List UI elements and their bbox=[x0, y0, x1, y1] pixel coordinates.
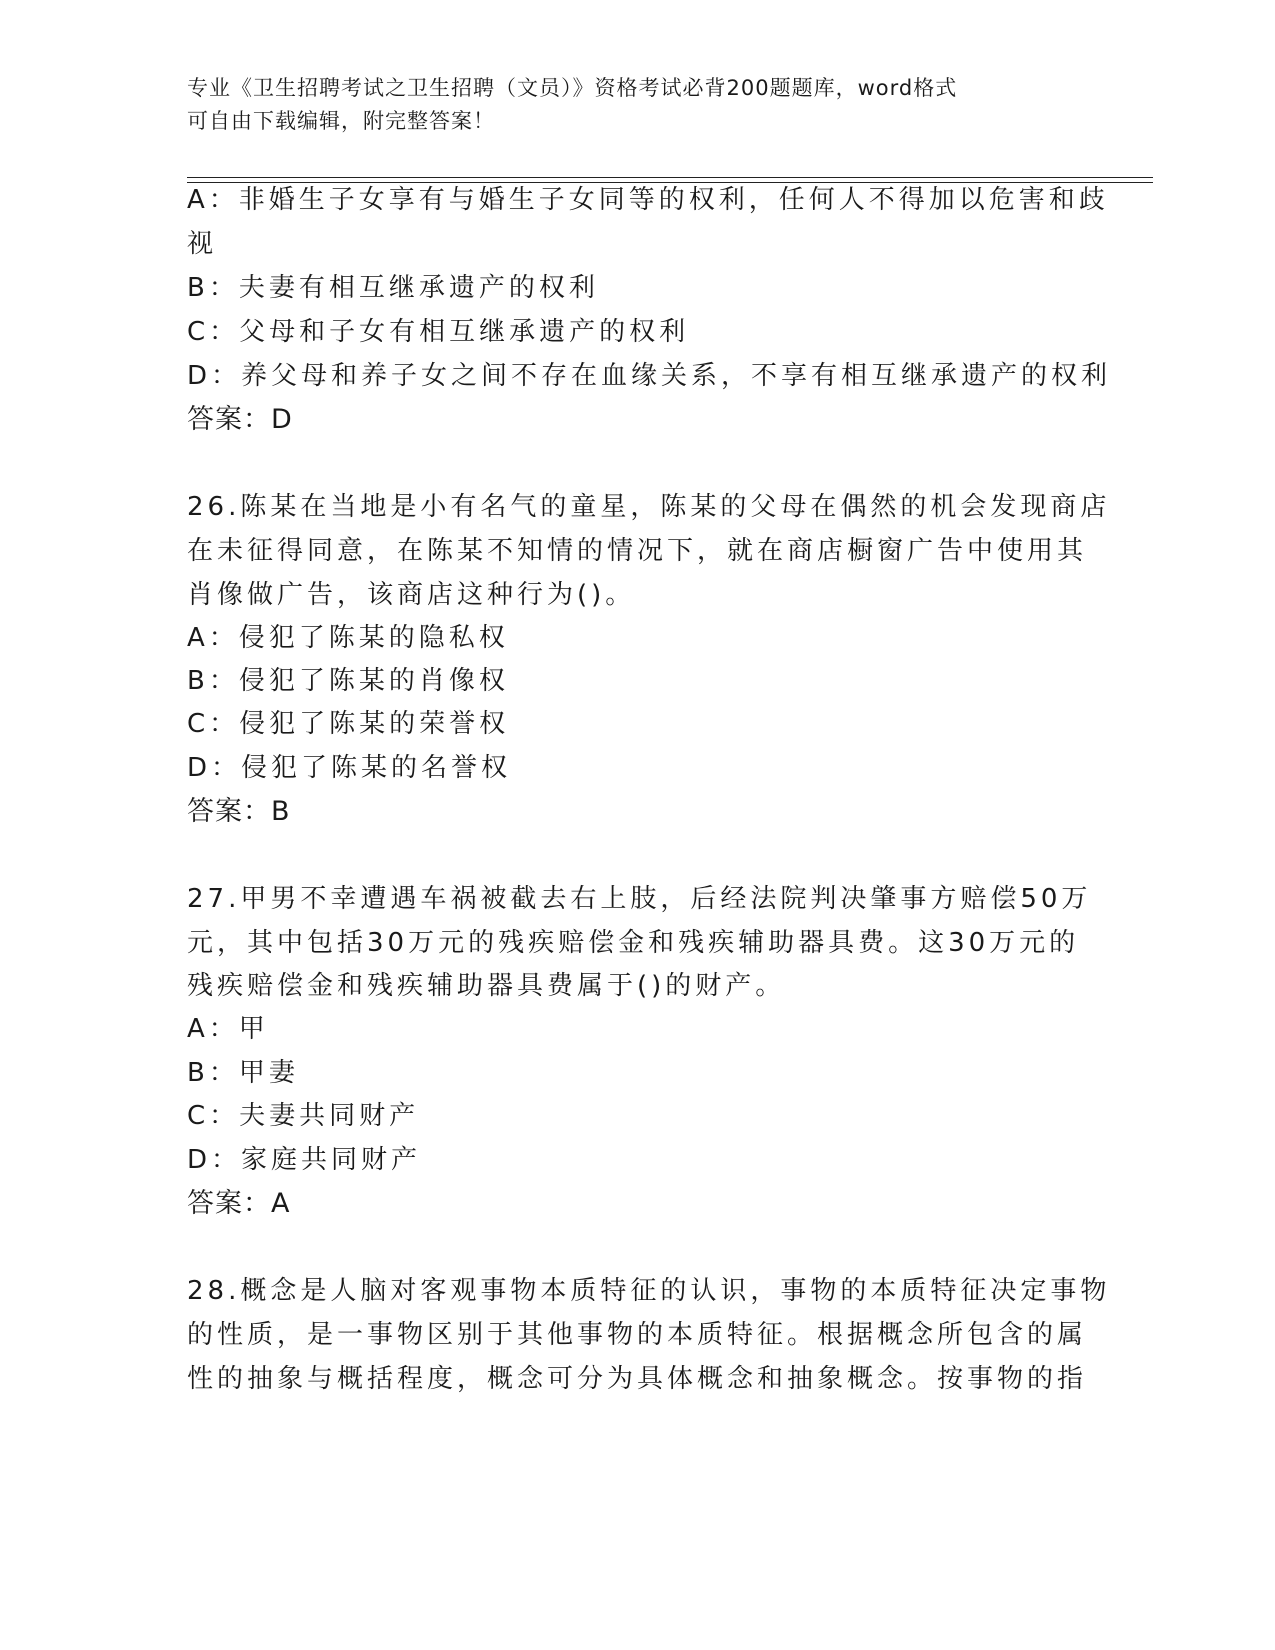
prev-option-c: C：父母和子女有相互继承遗产的权利 bbox=[187, 317, 690, 347]
q28-stem-line-1: 28.概念是人脑对客观事物本质特征的认识，事物的本质特征决定事物 bbox=[187, 1276, 1111, 1306]
q27-option-b: B：甲妻 bbox=[187, 1058, 299, 1088]
q27-stem-line-3: 残疾赔偿金和残疾辅助器具费属于()的财产。 bbox=[187, 971, 786, 1001]
q27-option-d: D：家庭共同财产 bbox=[187, 1145, 422, 1175]
q26-option-c: C：侵犯了陈某的荣誉权 bbox=[187, 709, 510, 739]
q27-stem-line-2: 元，其中包括30万元的残疾赔偿金和残疾辅助器具费。这30万元的 bbox=[187, 928, 1080, 958]
header-divider-top bbox=[187, 177, 1153, 178]
q26-answer: 答案：B bbox=[187, 796, 291, 827]
prev-option-d: D：养父母和养子女之间不存在血缘关系，不享有相互继承遗产的权利 bbox=[187, 361, 1112, 391]
q27-option-a: A：甲 bbox=[187, 1014, 269, 1044]
prev-answer: 答案：D bbox=[187, 404, 293, 435]
prev-option-b: B：夫妻有相互继承遗产的权利 bbox=[187, 273, 599, 303]
q26-option-d: D：侵犯了陈某的名誉权 bbox=[187, 753, 512, 783]
prev-option-a-continued: 视 bbox=[187, 229, 218, 259]
document-header bbox=[187, 72, 1067, 138]
header-line-1: 专业《卫生招聘考试之卫生招聘（文员）》资格考试必背200题题库，word格式 bbox=[187, 76, 958, 100]
q27-stem-line-1: 27.甲男不幸遭遇车祸被截去右上肢，后经法院判决肇事方赔偿50万 bbox=[187, 884, 1092, 914]
q26-stem-line-2: 在未征得同意，在陈某不知情的情况下，就在商店橱窗广告中使用其 bbox=[187, 536, 1088, 566]
q26-stem-line-1: 26.陈某在当地是小有名气的童星，陈某的父母在偶然的机会发现商店 bbox=[187, 492, 1111, 522]
header-line-2: 可自由下载编辑，附完整答案！ bbox=[187, 109, 495, 133]
q26-stem-line-3: 肖像做广告，该商店这种行为()。 bbox=[187, 580, 636, 610]
q28-stem-line-3: 性的抽象与概括程度，概念可分为具体概念和抽象概念。按事物的指 bbox=[187, 1364, 1088, 1394]
q26-option-a: A：侵犯了陈某的隐私权 bbox=[187, 623, 509, 653]
prev-option-a: A：非婚生子女享有与婚生子女同等的权利，任何人不得加以危害和歧 bbox=[187, 185, 1109, 215]
q27-option-c: C：夫妻共同财产 bbox=[187, 1101, 420, 1131]
q26-option-b: B：侵犯了陈某的肖像权 bbox=[187, 666, 509, 696]
q28-stem-line-2: 的性质，是一事物区别于其他事物的本质特征。根据概念所包含的属 bbox=[187, 1320, 1088, 1350]
q27-answer: 答案：A bbox=[187, 1188, 291, 1219]
